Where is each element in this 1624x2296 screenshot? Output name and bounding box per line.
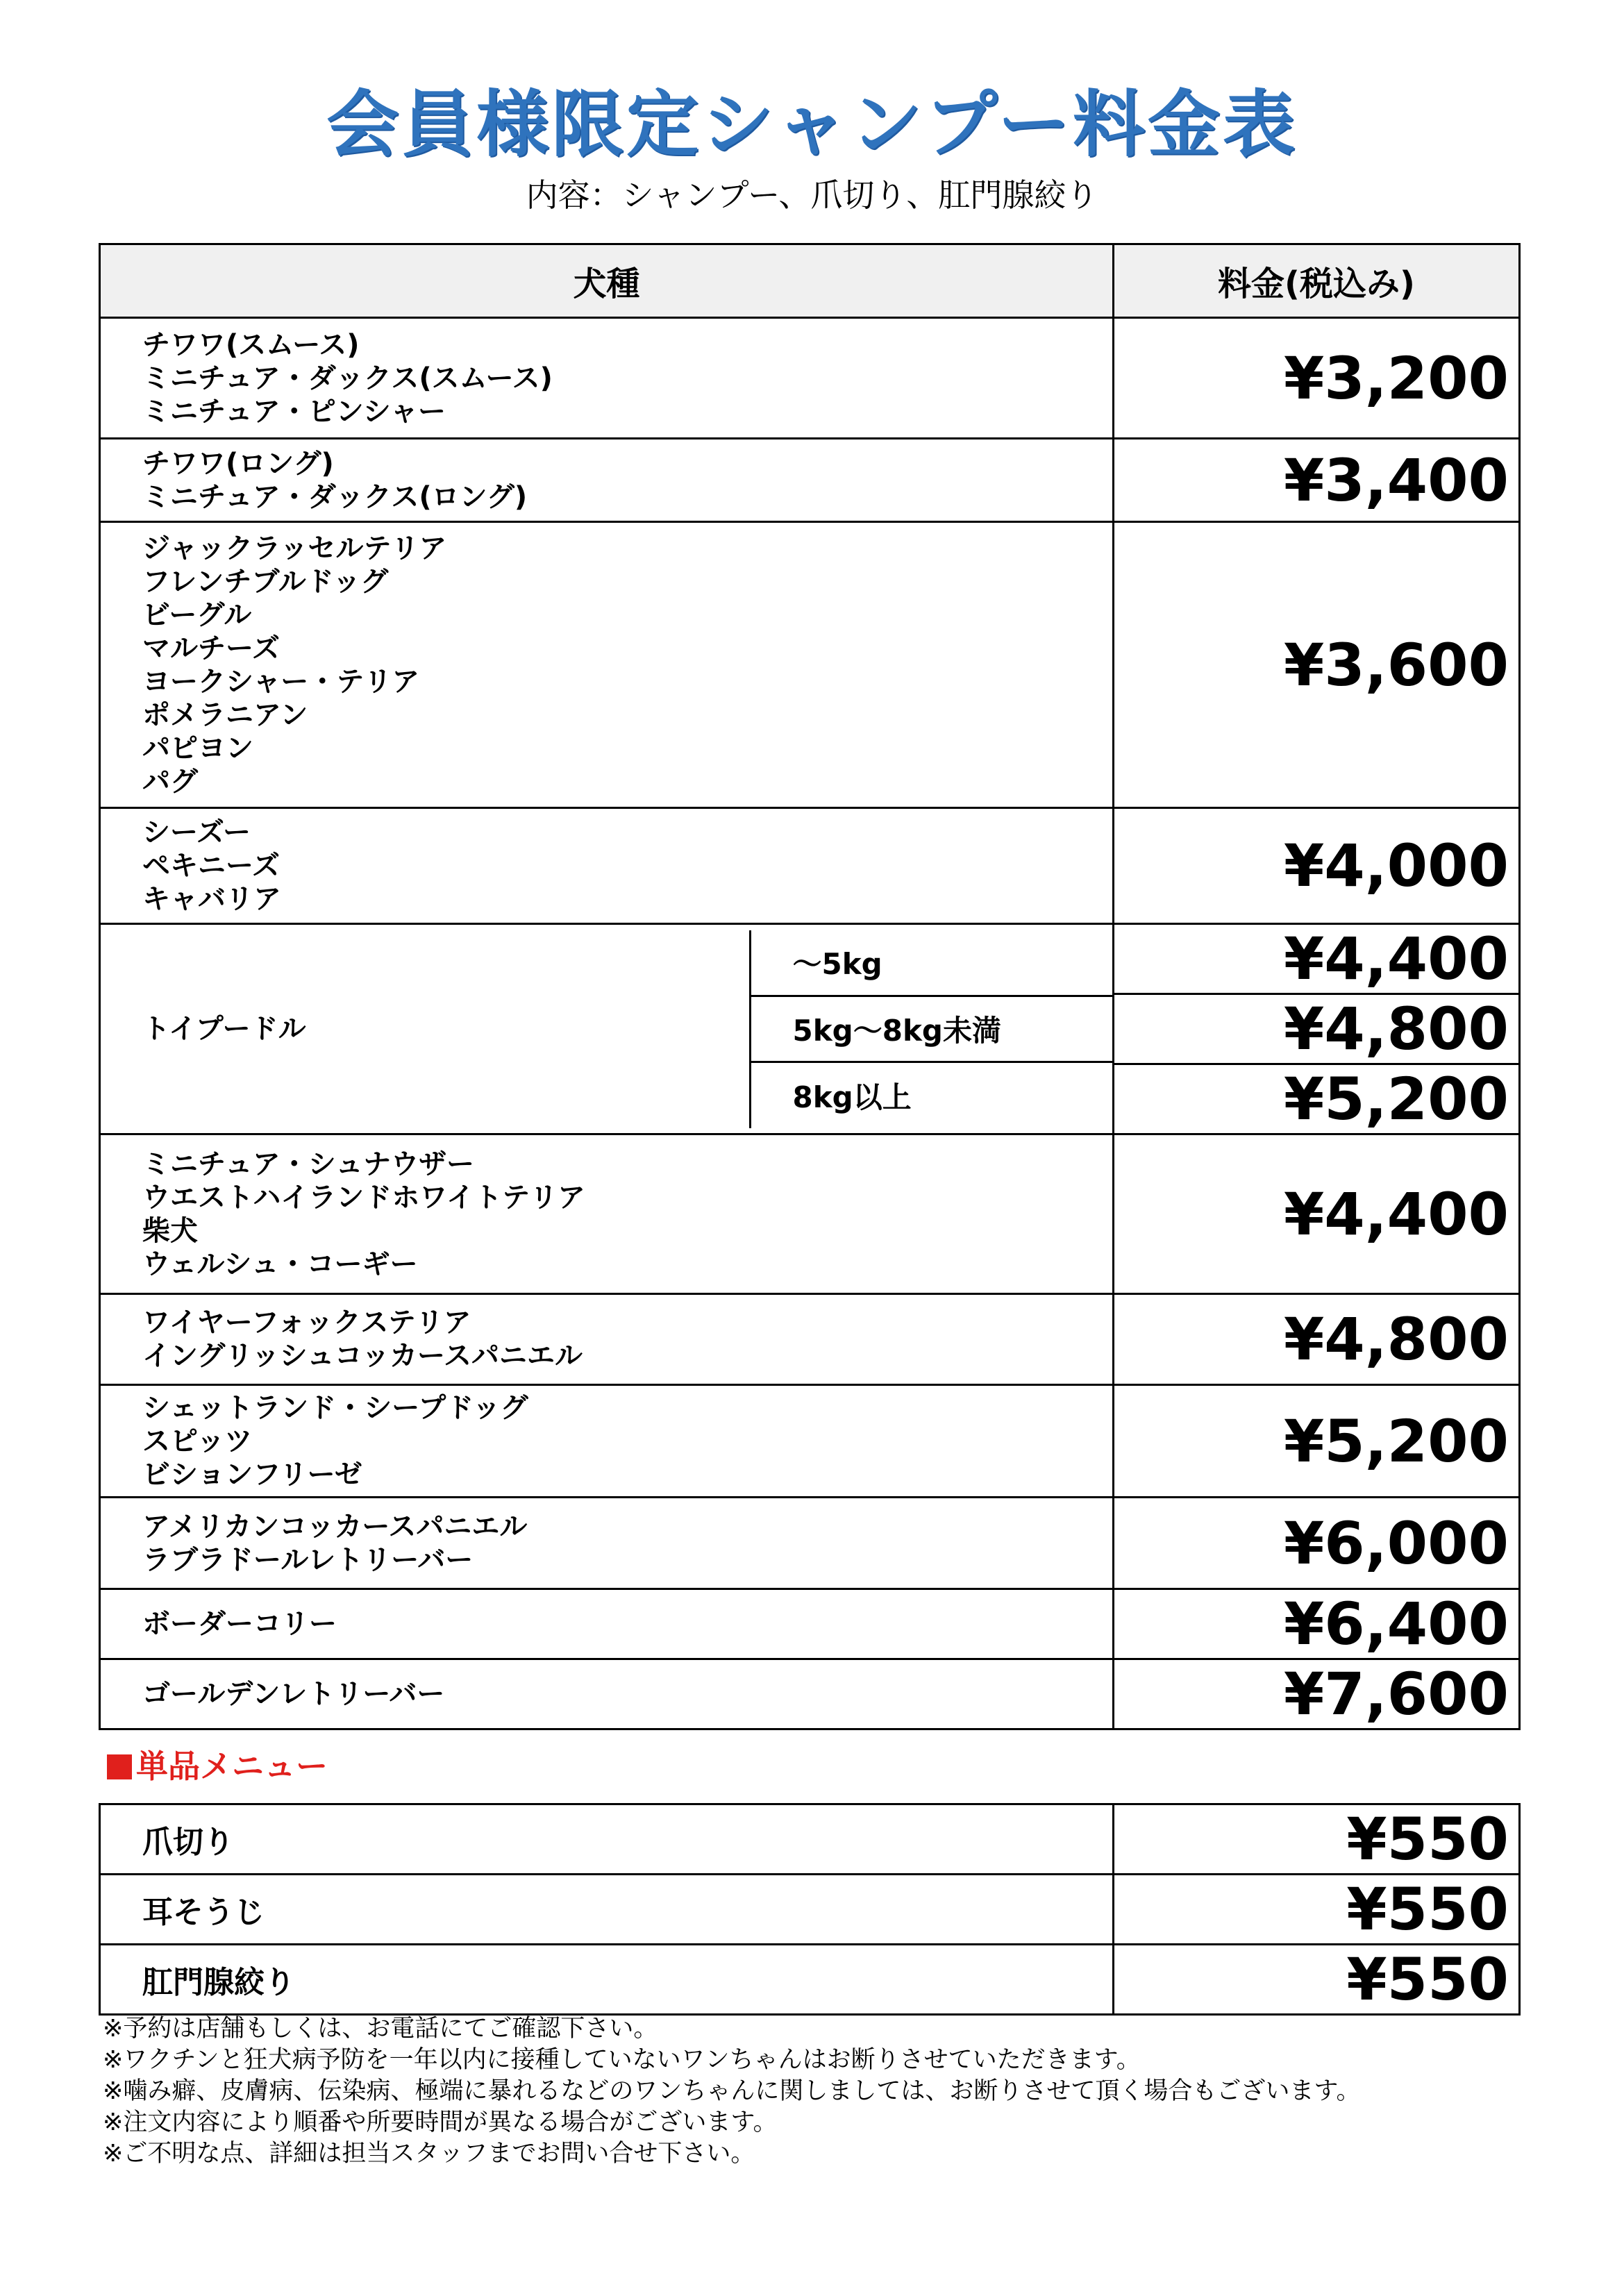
breed-name: アメリカンコッカースパニエル [142, 1510, 528, 1543]
price-value: ¥3,600 [1114, 522, 1520, 808]
price-value: ¥4,800 [1114, 994, 1518, 1064]
menu-item-name: 耳そうじ [100, 1875, 1114, 1945]
single-menu-table [99, 1803, 1521, 2016]
weight-tier: 8kg以上 [750, 1062, 1114, 1128]
breed-name: シーズー [142, 816, 251, 848]
table-row [1114, 994, 1518, 1064]
note-line: ※予約は店舗もしくは、お電話にてご確認下さい。 [103, 2015, 658, 2043]
breed-name: ウエストハイランドホワイトテリア [142, 1181, 585, 1214]
breed-name: マルチーズ [142, 632, 280, 664]
breed-list [100, 522, 1114, 808]
page-title: 会員様限定シャンプー料金表 [326, 82, 1298, 167]
table-row [1114, 1064, 1518, 1134]
menu-item-price: ¥550 [1114, 1804, 1520, 1875]
table-row [1114, 925, 1518, 994]
breed-name: ヨークシャー・テリア [142, 665, 420, 698]
breed-name: ビーグル [142, 598, 252, 631]
note-line: ※ご不明な点、詳細は担当スタッフまでお問い合せ下さい。 [103, 2140, 755, 2168]
breed-name: 柴犬 [142, 1214, 198, 1247]
table-row [100, 1294, 1520, 1385]
breed-list [100, 318, 1114, 439]
table-row [100, 1385, 1520, 1498]
price-value: ¥6,400 [1114, 1589, 1520, 1659]
breed-list [100, 808, 1114, 924]
menu-item-price: ¥550 [1114, 1945, 1520, 2015]
toy-poodle-price-subtable [1114, 925, 1518, 1133]
breed-name: ミニチュア・ダックス(スムース) [142, 362, 553, 394]
menu-item-name: 肛門腺絞り [100, 1945, 1114, 2015]
breed-name: ビションフリーゼ [142, 1458, 362, 1491]
table-row [100, 1589, 1520, 1659]
breed-name: ミニチュア・ピンシャー [142, 395, 446, 428]
single-menu-heading-text: 単品メニュー [136, 1748, 328, 1785]
breed-name: イングリッシュコッカースパニエル [142, 1340, 583, 1372]
breed-name: スピッツ [142, 1425, 253, 1457]
table-row [100, 1498, 1520, 1589]
table-row [100, 1804, 1520, 1875]
table-row [100, 1945, 1520, 2015]
note-line: ※ワクチンと狂犬病予防を一年以内に接種していないワンちゃんはお断りさせていただきます。 [103, 2046, 1141, 2074]
table-header-row [100, 244, 1520, 318]
breed-list [100, 1294, 1114, 1385]
table-row [101, 930, 1114, 996]
toy-poodle-row [100, 924, 1520, 1134]
price-value: ¥7,600 [1114, 1659, 1520, 1729]
breed-list [100, 1498, 1114, 1589]
table-row [100, 1134, 1520, 1294]
breed-name: パグ [142, 765, 198, 798]
note-line: ※噛み癖、皮膚病、伝染病、極端に暴れるなどのワンちゃんに関しましては、お断りさせて頂く場合もございます。 [103, 2077, 1361, 2105]
breed-list [100, 1134, 1114, 1294]
price-value: ¥3,200 [1114, 318, 1520, 439]
breed-name: キャバリア [142, 883, 281, 915]
table-row [100, 1875, 1520, 1945]
weight-tier: 5kg～8kg未満 [750, 996, 1114, 1062]
breed-name: ゴールデンレトリーバー [142, 1678, 445, 1710]
single-menu-heading [107, 1741, 328, 1787]
price-value: ¥4,800 [1114, 1294, 1520, 1385]
weight-tier: ～5kg [750, 930, 1114, 996]
toy-poodle-prices [1114, 924, 1520, 1134]
breed-list [100, 1659, 1114, 1729]
breed-name: フレンチブルドッグ [142, 565, 389, 598]
breed-name: ペキニーズ [142, 850, 280, 882]
table-row [100, 522, 1520, 808]
price-value: ¥5,200 [1114, 1064, 1518, 1134]
notes [103, 2013, 1361, 2170]
menu-item-name: 爪切り [100, 1804, 1114, 1875]
price-value: ¥4,400 [1114, 925, 1518, 994]
breed-name: ラブラドールレトリーバー [142, 1543, 474, 1576]
breed-list [100, 1385, 1114, 1498]
breed-name: ポメラニアン [142, 698, 308, 731]
page-subtitle: 内容：シャンプー、爪切り、肛門腺絞り [526, 176, 1098, 214]
breed-list [100, 439, 1114, 522]
menu-item-price: ¥550 [1114, 1875, 1520, 1945]
price-column-header: 料金(税込み) [1114, 244, 1520, 318]
price-value: ¥4,000 [1114, 808, 1520, 924]
toy-poodle-cell [100, 924, 1114, 1134]
breed-name: チワワ(スムース) [142, 328, 360, 361]
breed-name: ミニチュア・ダックス(ロング) [142, 480, 528, 513]
toy-poodle-subtable [101, 930, 1114, 1128]
breed-name: ボーダーコリー [142, 1608, 337, 1640]
breed-list [100, 1589, 1114, 1659]
breed-name: チワワ(ロング) [142, 447, 334, 480]
note-line: ※注文内容により順番や所要時間が異なる場合がございます。 [103, 2109, 778, 2136]
breed-name: ウェルシュ・コーギー [142, 1248, 418, 1280]
table-row [100, 1659, 1520, 1729]
breed-name: ジャックラッセルテリア [142, 532, 447, 564]
table-row [100, 439, 1520, 522]
breed-column-header: 犬種 [100, 244, 1114, 318]
price-value: ¥6,000 [1114, 1498, 1520, 1589]
price-value: ¥5,200 [1114, 1385, 1520, 1498]
breed-name: ミニチュア・シュナウザー [142, 1148, 474, 1180]
price-value: ¥4,400 [1114, 1134, 1520, 1294]
table-row [100, 318, 1520, 439]
breed-name: パピヨン [142, 732, 253, 764]
square-bullet-icon [107, 1754, 132, 1779]
toy-poodle-name: トイプードル [142, 1013, 306, 1045]
breed-name: シェットランド・シープドッグ [142, 1391, 528, 1424]
price-table [99, 243, 1521, 1730]
breed-name: ワイヤーフォックステリア [142, 1307, 471, 1339]
price-value: ¥3,400 [1114, 439, 1520, 522]
table-row [100, 808, 1520, 924]
